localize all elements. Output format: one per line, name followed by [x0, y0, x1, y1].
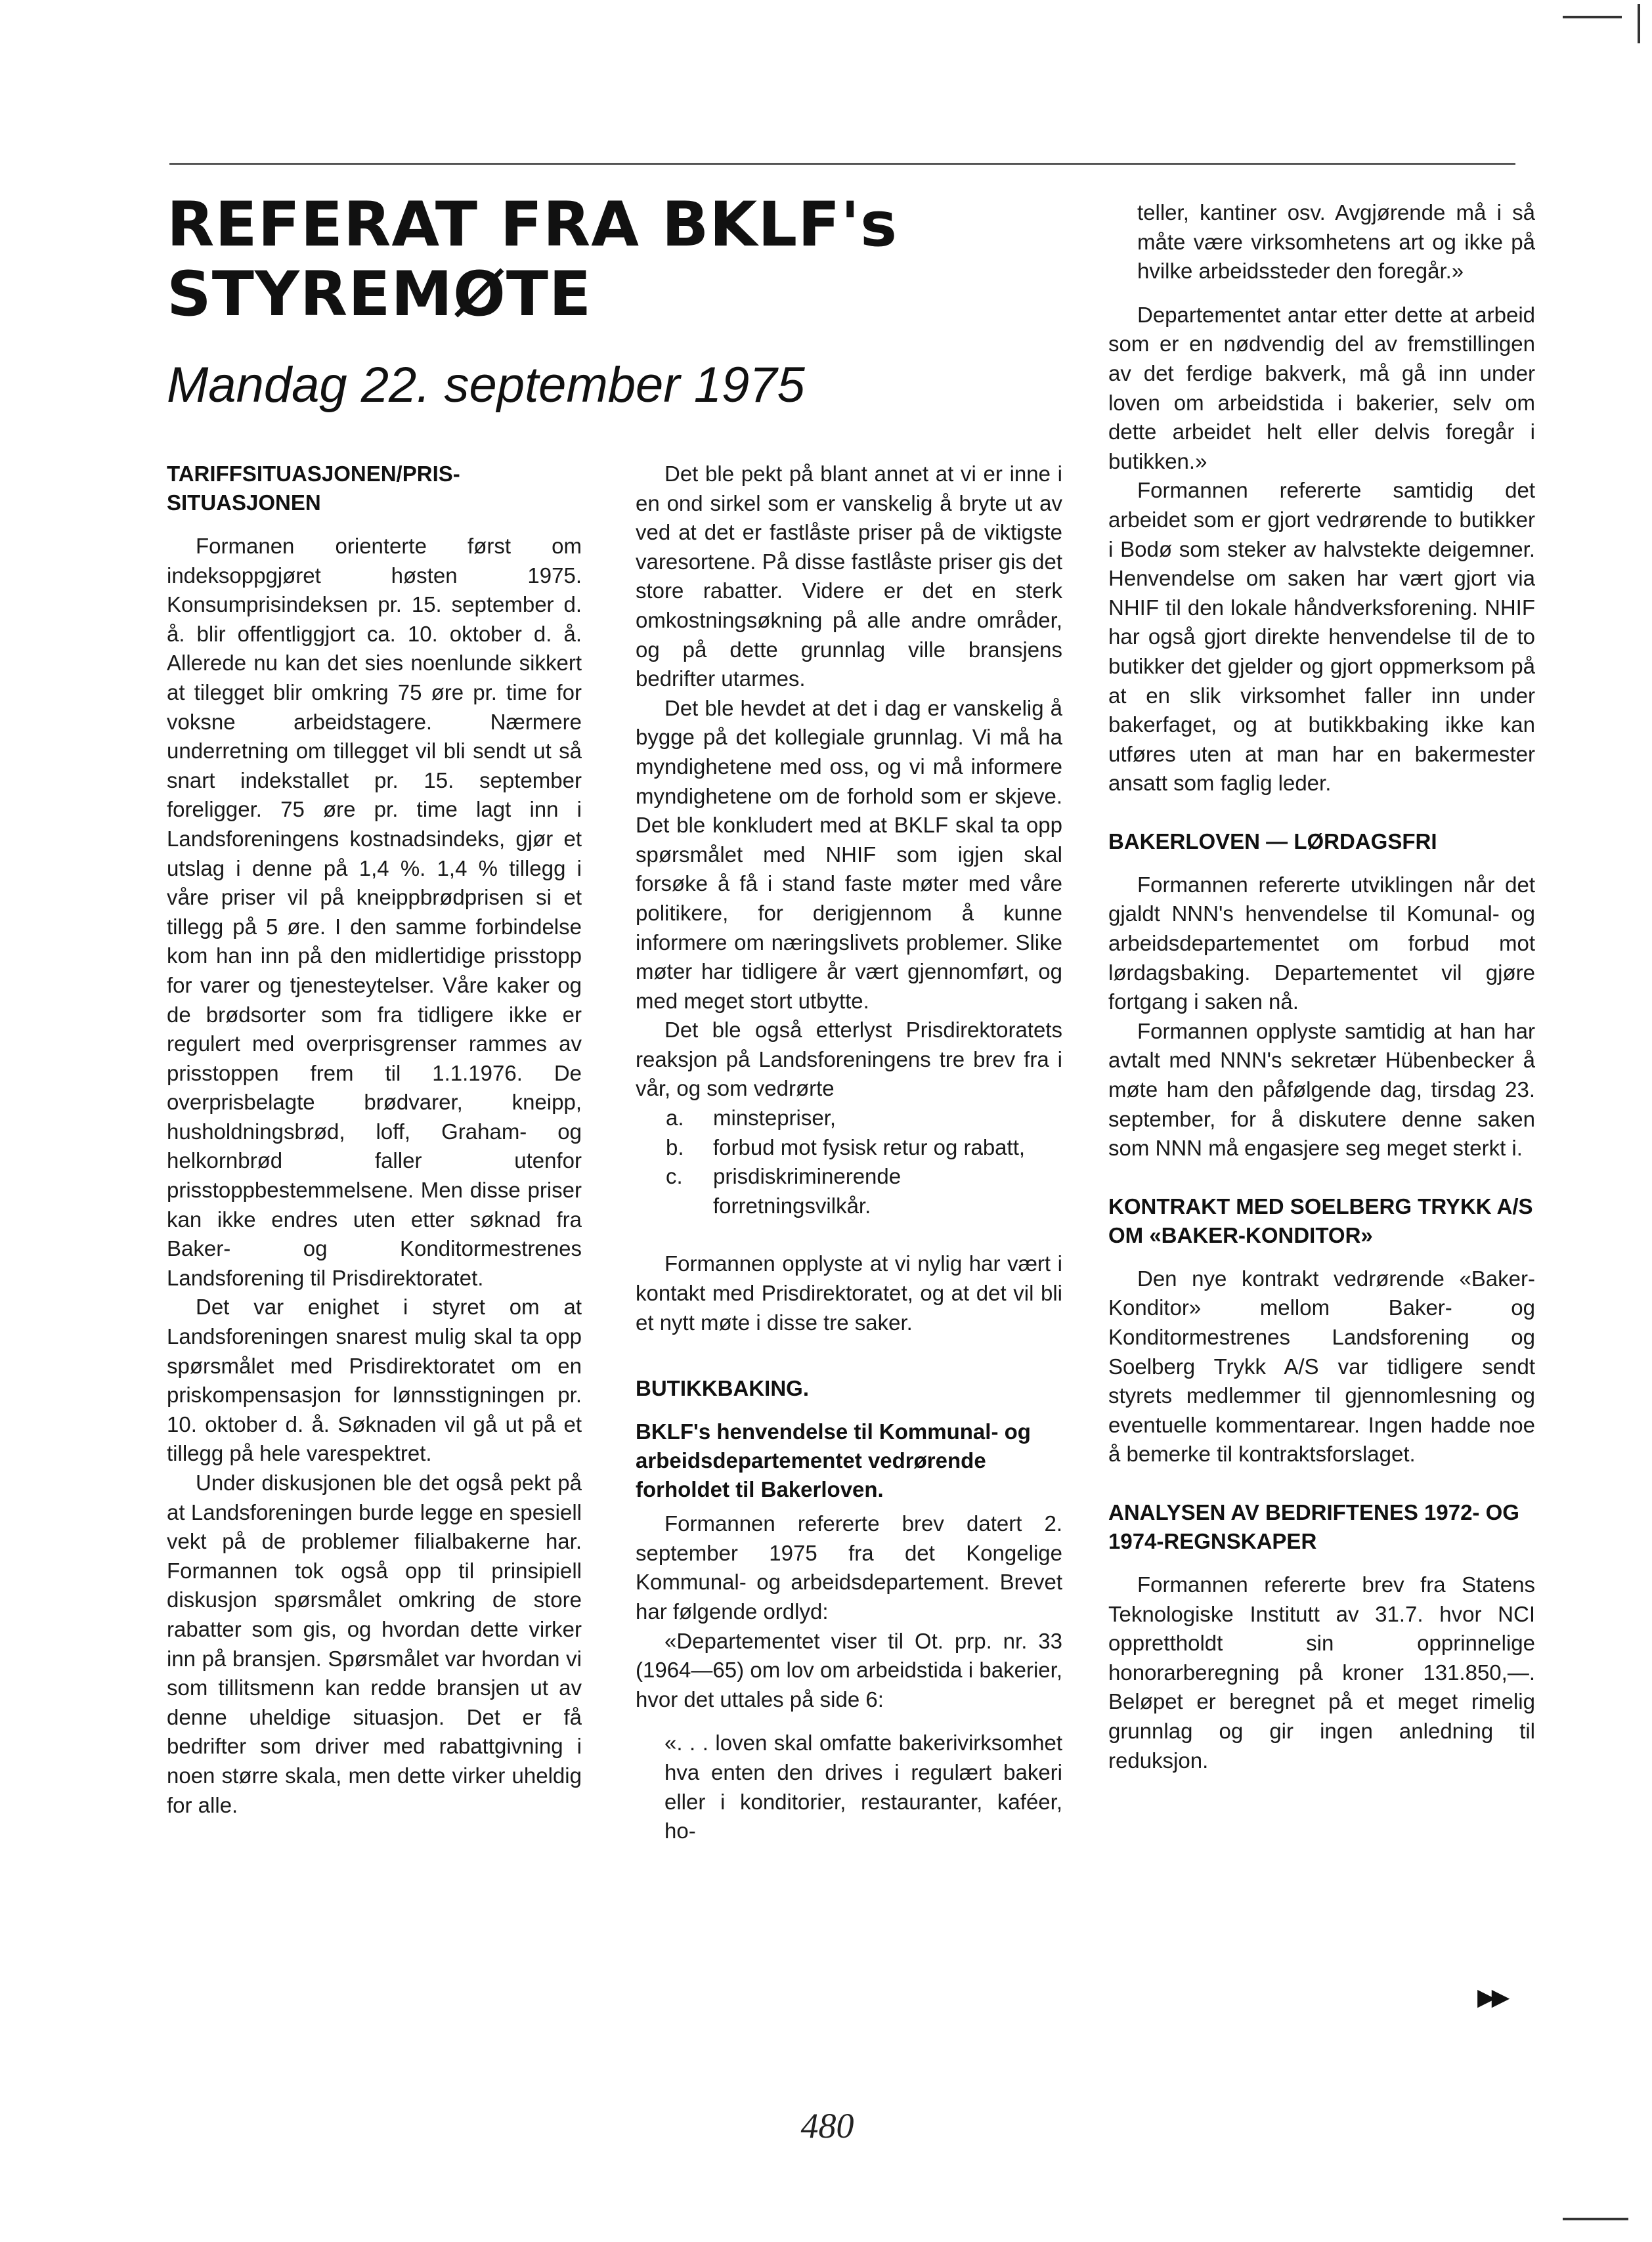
paragraph: Det ble pekt på blant annet at vi er inne i en ond sirkel som er vanskelig å bryte ut av ved at det er fastlåste priser på de viktigste varesortene. På disse fastlåste priser gis det store rabatter. Videre er det en sterk omkostningsøkning på alle andre områder, og på dette grunnlag ville bransjens bedrifter utarmes.	[636, 462, 1062, 691]
spacer	[1108, 798, 1535, 827]
paragraph: Formanen orienterte først om indeksoppgjøret høsten 1975. Konsumprisindeksen pr. 15. september d. å. blir offentliggjort ca. 10. oktober d. å. Allerede nu kan det sies noenlunde sikkert at tilegget blir omkring 75 øre pr. time for voksne arbeidstagere. Nærmere underretning om tillegget vil bli sendt ut så snart indekstallet pr. 15. september foreligger. 75 øre pr. time lagt inn i Landsforeningens kostnadsindeks, gjør et utslag i denne på 1,4 %. 1,4 % tillegg i våre priser vil på kneippbrødprisen si et tillegg på 5 øre. I den samme forbindelse kom han inn på den midlertidige prisstopp for varer og tjenesteytelser. Våre kaker og de brødsorter som fra tidligere ikke er regulert med overprisgrenser rammes av prisstoppen frem til 1.1.1976. De overprisbelagte brødvarer, kneipp, husholdningsbrød, loff, Graham- og helkornbrød faller utenfor prisstoppbestemmelsene. Men disse priser kan ikke endres uten etter søknad fra Baker- og Konditormestrenes Landsforening til Prisdirektoratet.	[167, 534, 582, 1290]
left-column	[167, 460, 582, 1820]
title-line: REFERAT FRA BKLF's	[167, 189, 898, 261]
paragraph: Den nye kontrakt vedrørende «Baker-Konditor» mellom Baker- og Konditormestrenes Landsforening og Soelberg Trykk A/S var tidligere sendt styrets medlemmer til gjennomlesning og eventuelle kommentarear. Ingen hadde noe å bemerke til kontraktsforslaget.	[1108, 1266, 1535, 1467]
crop-mark	[1638, 4, 1640, 43]
spacer	[636, 1714, 1062, 1729]
spacer	[1108, 1163, 1535, 1192]
paragraph: Formannen refererte utviklingen når det gjaldt NNN's henvendelse til Komunal- og arbeidsdepartementet om forbud mot lørdagsbaking. Departementet vil gjøre fortgang i saken nå.	[1108, 872, 1535, 1014]
list-text: prisdiskriminerende forretningsvilkår.	[713, 1164, 902, 1218]
paragraph: Det ble hevdet at det i dag er vanskelig å bygge på det kollegiale grunnlag. Vi må ha myndighetene med oss, og vi må informere myndighetene om de forhold som er skjeve. Det ble konkludert med at BKLF skal ta opp spørsmålet med NHIF som igjen skal forsøke å få i stand faste møter med våre politikere, for derigjennom å kunne informere om næringslivets problemer. Slike møter har tidligere år vært gjennomført, og med meget stort utbytte.	[636, 695, 1062, 1013]
paragraph: Formannen opplyste at vi nylig har vært i kontakt med Prisdirektoratet, og at det vil bli et nytt møte i disse tre saker.	[636, 1251, 1062, 1335]
crop-mark	[1563, 16, 1622, 18]
list-item	[666, 1162, 1062, 1220]
list-text: forbud mot fysisk retur og rabatt,	[713, 1134, 1026, 1159]
section-heading: TARIFFSITUASJONEN/PRIS-SITUASJONEN	[167, 462, 460, 515]
list-text: minstepriser,	[713, 1106, 837, 1131]
spacer	[1108, 286, 1535, 301]
paragraph: Formannen refererte samtidig det arbeidet som er gjort vedrørende to butikker i Bodø som steker av halvstekte deigemner. Henvendelse om saken har vært gjort via NHIF til den lokale håndverksforening. NHIF har også gjort direkte henvendelse til de to butikker det gjelder og gjort oppmerksom på at en slik virksomhet faller inn under bakerfaget, og at butikkbaking ikke kan utføres uten at man har en bakermester ansatt som faglig leder.	[1108, 478, 1535, 796]
crop-mark	[1563, 2218, 1628, 2220]
title-line: STYREMØTE	[167, 259, 592, 330]
section-subheading: BKLF's henvendelse til Kommunal- og arbeidsdepartementet vedrørende forholdet til Bakerloven.	[636, 1419, 1031, 1502]
quote-paragraph: teller, kantiner osv. Avgjørende må i så måte være virksomhetens art og ikke på hvilke arbeidssteder den foregår.»	[1137, 200, 1535, 284]
top-rule	[169, 163, 1515, 165]
list-item	[666, 1133, 1062, 1163]
paragraph: Formannen refererte brev datert 2. september 1975 fra det Kongelige Kommunal- og arbeidsdepartement. Brevet har følgende ordlyd:	[636, 1511, 1062, 1624]
quote-paragraph: «. . . loven skal omfatte bakerivirksomhet hva enten den drives i regulært bakeri eller i konditorier, restauranter, kaféer, ho-	[664, 1731, 1062, 1843]
list-label: b.	[666, 1134, 684, 1159]
section-heading: KONTRAKT MED SOELBERG TRYKK A/S OM «BAKER-KONDITOR»	[1108, 1194, 1533, 1247]
paragraph: Det var enighet i styret om at Landsforeningen snarest mulig skal ta opp spørsmålet med Prisdirektoratet om en priskompensasjon for lønnsstigningen pr. 10. oktober d. å. Søknaden vil gå ut på et tillegg på hele varespektret.	[167, 1295, 582, 1466]
page-number: 480	[800, 2106, 854, 2145]
list-item	[666, 1104, 1062, 1133]
section-heading: BUTIKKBAKING.	[636, 1376, 809, 1401]
paragraph: «Departementet viser til Ot. prp. nr. 33 (1964—65) om lov om arbeidstida i bakerier, hvor det uttales på side 6:	[636, 1628, 1062, 1712]
section-heading: BAKERLOVEN — LØRDAGSFRI	[1108, 829, 1437, 853]
middle-column	[636, 460, 1062, 1846]
continue-arrow-icon: ▶▶	[1477, 1983, 1506, 2010]
paragraph: Under diskusjonen ble det også pekt på at Landsforeningen burde legge en spesiell vekt på de problemer filialbakerne har. Formannen tok også opp til prinsipiell diskusjon spørsmålet omkring de store rabatter som gis, og hvordan dette virker inn på bransjen. Spørsmålet var hvordan vi som tillitsmenn kan redde bransjen ut av denne uheldige situasjon. Det er få bedrifter som driver med rabattgivning i noen større skala, men dette virker uheldig for alle.	[167, 1471, 582, 1817]
paragraph: Det ble også etterlyst Prisdirektoratets reaksjon på Landsforeningens tre brev fra i vår, og som vedrørte	[636, 1018, 1062, 1101]
list-label: a.	[666, 1106, 684, 1131]
spacer	[1108, 1469, 1535, 1498]
right-column	[1108, 198, 1535, 1775]
letter-list	[636, 1104, 1062, 1220]
paragraph: Formannen refererte brev fra Statens Teknologiske Institutt av 31.7. hvor NCI opprettholdt sin opprinnelige honorarberegning på kroner 131.850,—. Beløpet er beregnet på et meget rimelig grunnlag og gir ingen anledning til reduksjon.	[1108, 1572, 1535, 1773]
article-date: Mandag 22. september 1975	[167, 357, 805, 413]
paragraph: Departementet antar etter dette at arbeid som er en nødvendig del av fremstillingen av det ferdige bakverk, må gå inn under loven om arbeidstida i bakerier, selv om dette arbeidet helt eller delvis foregår i butikken.»	[1108, 302, 1535, 473]
list-label: c.	[666, 1164, 683, 1189]
spacer	[636, 1220, 1062, 1249]
article-title	[167, 189, 898, 330]
section-heading: ANALYSEN AV BEDRIFTENES 1972- OG 1974-REGNSKAPER	[1108, 1499, 1519, 1553]
spacer	[636, 1337, 1062, 1374]
paragraph: Formannen opplyste samtidig at han har avtalt med NNN's sekretær Hübenbecker å møte ham den påfølgende dag, tirsdag 23. september, for å diskutere denne saken som NNN må engasjere seg meget sterkt i.	[1108, 1018, 1535, 1161]
